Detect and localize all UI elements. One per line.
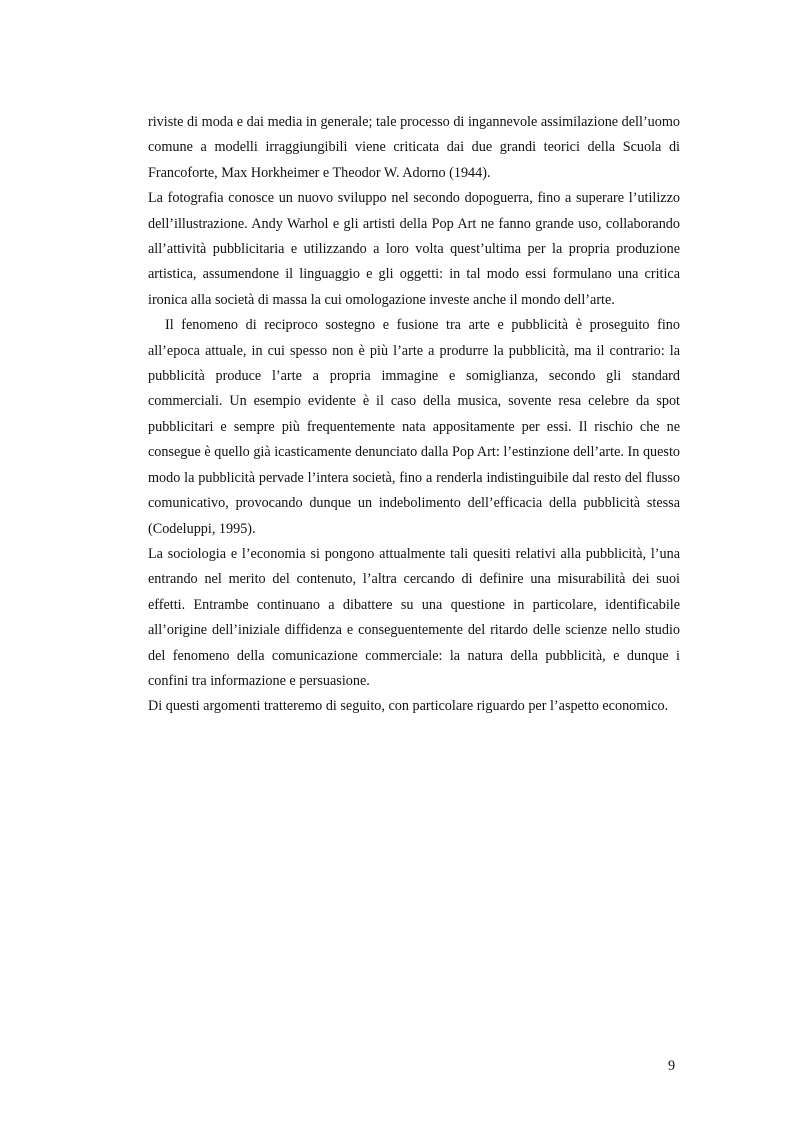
paragraph-4: La sociologia e l’economia si pongono attualmente tali quesiti relativi alla pubblicità, l’una entrando nel merito del contenuto, l’altra cercando di definire una misurabilità dei suoi effetti. Entrambe continuano a dibattere su una questione in particolare, identificabile all’origine dell’iniziale diffidenza e conseguentemente del ritardo delle scienze nello studio del fenomeno della comunicazione commerciale: la natura della pubblicità, e dunque i confini tra informazione e persuasione. <box>148 545 680 689</box>
paragraph-1: riviste di moda e dai media in generale; tale processo di ingannevole assimilazione dell’uomo comune a modelli irraggiungibili viene criticata dai due grandi teorici della Scuola di Francoforte, Max Horkheimer e Theodor W. Adorno (1944). <box>148 114 680 181</box>
paragraph-5: Di questi argomenti tratteremo di seguito, con particolare riguardo per l’aspetto economico. <box>148 698 669 715</box>
body-text <box>148 110 680 720</box>
page-number: 9 <box>668 1058 676 1074</box>
paragraph-2: La fotografia conosce un nuovo sviluppo nel secondo dopoguerra, fino a superare l’utilizzo dell’illustrazione. Andy Warhol e gli artisti della Pop Art ne fanno grande uso, collaborando all’attività pubblicitaria e utilizzando a loro volta quest’ultima per la propria produzione artistica, assumendone il linguaggio e gli oggetti: in tal modo essi formulano una critica ironica alla società di massa la cui omologazione investe anche il mondo dell’arte. <box>148 190 680 308</box>
paragraph-3: Il fenomeno di reciproco sostegno e fusione tra arte e pubblicità è proseguito fino all’epoca attuale, in cui spesso non è più l’arte a produrre la pubblicità, ma il contrario: la pubblicità produce l’arte a propria immagine e somiglianza, secondo gli standard commerciali. Un esempio evidente è il caso della musica, sovente resa celebre da spot pubblicitari e sempre più frequentemente nata appositamente per essi. Il rischio che ne consegue è quello già icasticamente denunciato dalla Pop Art: l’estinzione dell’arte. In questo modo la pubblicità pervade l’intera società, fino a renderla indistinguibile dal resto del flusso comunicativo, provocando dunque un indebolimento dell’efficacia della pubblicità stessa (Codeluppi, 1995). <box>148 317 680 537</box>
